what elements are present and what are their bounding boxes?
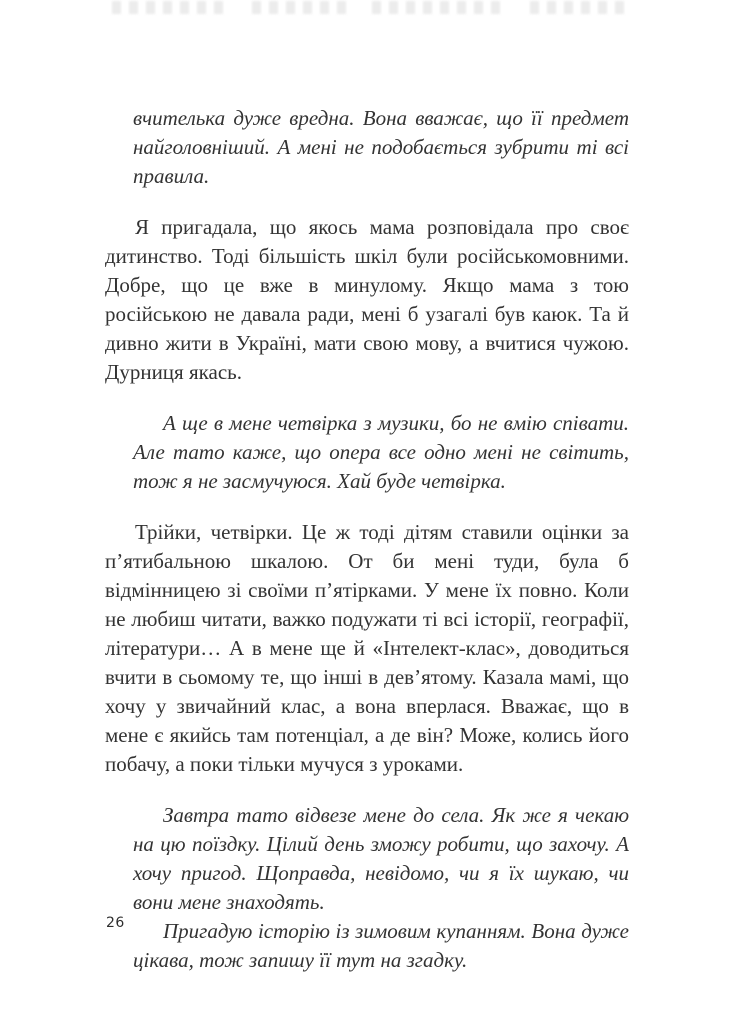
remnant-mark xyxy=(112,1,230,14)
diary-paragraph-continuation: вчителька дуже вредна. Вона вважає, що її предмет найголовніший. А мені не подобається зубрити ті всі правила. xyxy=(133,106,629,188)
diary-paragraph: Пригадую історію із зимовим купанням. Вона дуже цікава, тож запишу її тут на згадку. xyxy=(133,919,629,972)
page-text-block xyxy=(105,104,629,975)
remnant-mark xyxy=(530,1,628,14)
narrative-paragraph: Трійки, четвірки. Це ж тоді дітям ставили оцінки за п’ятибальною шкалою. От би мені туди, була б відмінницею зі своїми п’ятірками. У мене їх повно. Коли не любиш читати, важко подужати ті всі історії, географії, літератури… А в мене ще й «Інтелект-клас», доводиться вчити в сьомому те, що інші в дев’ятому. Казала мамі, що хочу у звичайний клас, а вона вперлася. Вважає, що в мене є якийсь там потенціал, а де він? Може, колись його побачу, а поки тільки мучуся з уроками. xyxy=(105,520,629,776)
remnant-mark xyxy=(372,1,504,14)
cutoff-header-remnant xyxy=(112,1,628,19)
remnant-mark xyxy=(252,1,348,14)
diary-paragraph: Завтра тато відвезе мене до села. Як же я чекаю на цю поїздку. Цілий день зможу робити, що захочу. А хочу пригод. Щоправда, невідомо, чи я їх шукаю, чи вони мене знаходять. xyxy=(133,803,629,914)
narrative-paragraph: Я пригадала, що якось мама розповідала про своє дитинство. Тоді більшість шкіл були російськомовними. Добре, що це вже в минулому. Якщо мама з тою російською не давала ради, мені б узагалі був каюк. Та й дивно жити в Україні, мати свою мову, а вчитися чужою. Дурниця якась. xyxy=(105,215,629,384)
diary-paragraph: А ще в мене четвірка з музики, бо не вмію співати. Але тато каже, що опера все одно мені не світить, тож я не засмучуюся. Хай буде четвірка. xyxy=(133,411,629,493)
page-number: 26 xyxy=(106,915,125,931)
